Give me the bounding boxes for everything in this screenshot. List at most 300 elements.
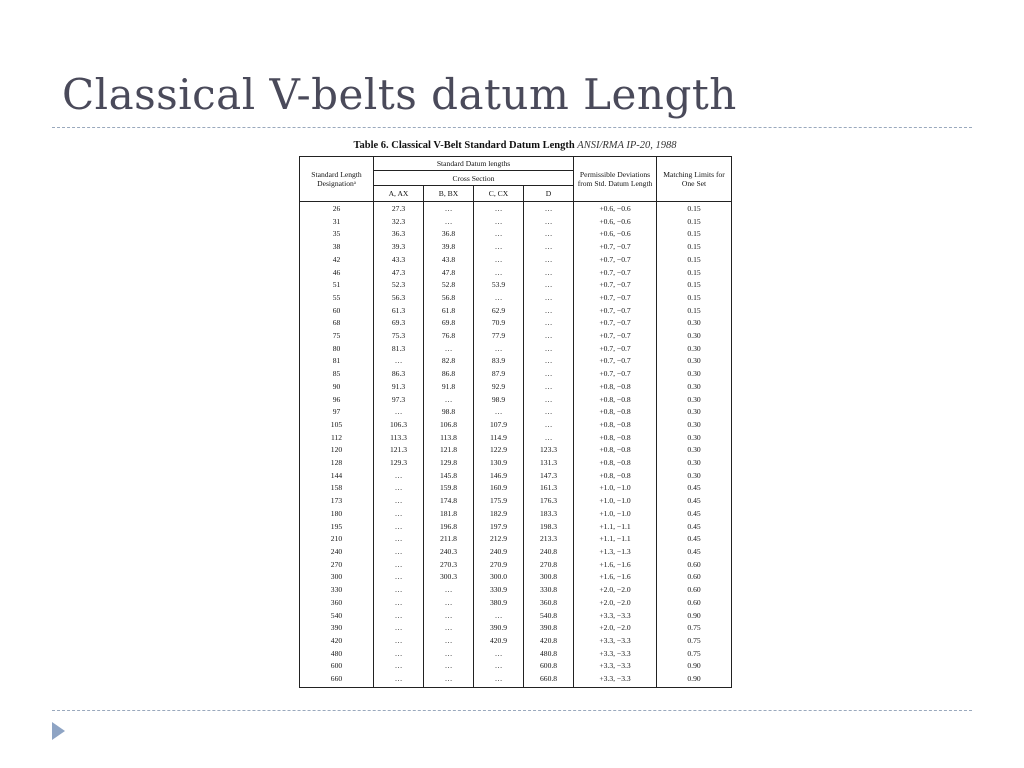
table-cell: 660.8: [524, 673, 574, 687]
table-cell: 47.8: [424, 267, 474, 280]
table-cell: 240: [300, 546, 374, 559]
table-cell: 330.8: [524, 584, 574, 597]
table-cell: 198.3: [524, 521, 574, 534]
title-divider: [52, 127, 972, 128]
table-cell: 196.8: [424, 521, 474, 534]
table-cell: …: [374, 495, 424, 508]
table-cell: +0.7, −0.7: [574, 279, 657, 292]
table-cell: 114.9: [474, 432, 524, 445]
table-cell: 106.3: [374, 419, 424, 432]
table-cell: 0.45: [657, 508, 732, 521]
table-cell: 158: [300, 482, 374, 495]
table-cell: …: [424, 597, 474, 610]
table-cell: 213.3: [524, 533, 574, 546]
table-cell: +3.3, −3.3: [574, 648, 657, 661]
table-cell: 91.8: [424, 381, 474, 394]
table-cell: 60: [300, 305, 374, 318]
table-cell: …: [374, 470, 424, 483]
table-cell: …: [474, 648, 524, 661]
table-cell: +1.0, −1.0: [574, 495, 657, 508]
table-row: [300, 571, 732, 584]
table-cell: +0.8, −0.8: [574, 381, 657, 394]
table-cell: 86.3: [374, 368, 424, 381]
table-cell: 160.9: [474, 482, 524, 495]
table-row: [300, 597, 732, 610]
table-cell: +0.8, −0.8: [574, 457, 657, 470]
table-cell: …: [524, 394, 574, 407]
table-cell: +3.3, −3.3: [574, 673, 657, 687]
table-row: [300, 343, 732, 356]
table-cell: 51: [300, 279, 374, 292]
table-cell: …: [374, 660, 424, 673]
table-cell: 97.3: [374, 394, 424, 407]
table-cell: 43.8: [424, 254, 474, 267]
table-cell: +0.6, −0.6: [574, 216, 657, 229]
datum-length-table: [299, 156, 732, 688]
table-cell: …: [374, 648, 424, 661]
header-section-d: D: [524, 186, 574, 202]
table-cell: +1.0, −1.0: [574, 482, 657, 495]
table-cell: +2.0, −2.0: [574, 622, 657, 635]
table-cell: 91.3: [374, 381, 424, 394]
table-cell: 0.30: [657, 330, 732, 343]
table-cell: …: [424, 648, 474, 661]
table-cell: …: [374, 508, 424, 521]
header-designation: Standard Length Designationᵃ: [300, 157, 374, 202]
table-cell: 123.3: [524, 444, 574, 457]
table-cell: 270: [300, 559, 374, 572]
table-cell: …: [474, 343, 524, 356]
table-cell: 81.3: [374, 343, 424, 356]
table-cell: …: [474, 202, 524, 216]
table-row: [300, 673, 732, 687]
table-cell: 212.9: [474, 533, 524, 546]
table-cell: …: [474, 216, 524, 229]
table-cell: 300.8: [524, 571, 574, 584]
table-cell: 176.3: [524, 495, 574, 508]
table-cell: 330.9: [474, 584, 524, 597]
table-cell: 120: [300, 444, 374, 457]
table-cell: 0.30: [657, 343, 732, 356]
table-cell: 42: [300, 254, 374, 267]
table-cell: …: [474, 228, 524, 241]
table-cell: +0.7, −0.7: [574, 343, 657, 356]
table-cell: …: [474, 241, 524, 254]
table-cell: …: [524, 343, 574, 356]
table-cell: …: [424, 202, 474, 216]
table-caption: [300, 140, 730, 151]
table-cell: 144: [300, 470, 374, 483]
table-cell: 113.8: [424, 432, 474, 445]
header-datum-lengths: Standard Datum lengths: [374, 157, 574, 171]
table-cell: 38: [300, 241, 374, 254]
table-cell: 0.30: [657, 432, 732, 445]
table-cell: 98.8: [424, 406, 474, 419]
table-row: [300, 660, 732, 673]
header-section-a: A, AX: [374, 186, 424, 202]
table-cell: 46: [300, 267, 374, 280]
table-cell: 195: [300, 521, 374, 534]
table-cell: +0.8, −0.8: [574, 432, 657, 445]
table-cell: 0.75: [657, 635, 732, 648]
table-cell: 183.3: [524, 508, 574, 521]
table-cell: 105: [300, 419, 374, 432]
table-cell: +0.7, −0.7: [574, 330, 657, 343]
table-cell: 0.60: [657, 584, 732, 597]
table-cell: …: [524, 381, 574, 394]
table-cell: 180: [300, 508, 374, 521]
table-row: [300, 317, 732, 330]
table-cell: 26: [300, 202, 374, 216]
table-row: [300, 533, 732, 546]
table-cell: +0.6, −0.6: [574, 202, 657, 216]
table-cell: 130.9: [474, 457, 524, 470]
table-cell: …: [374, 673, 424, 687]
table-cell: 92.9: [474, 381, 524, 394]
table-row: [300, 444, 732, 457]
table-cell: …: [524, 216, 574, 229]
table-cell: 0.45: [657, 482, 732, 495]
table-cell: 0.15: [657, 228, 732, 241]
table-cell: 106.8: [424, 419, 474, 432]
table-cell: 53.9: [474, 279, 524, 292]
table-cell: +3.3, −3.3: [574, 635, 657, 648]
table-cell: …: [374, 559, 424, 572]
table-cell: …: [474, 267, 524, 280]
table-cell: 81: [300, 355, 374, 368]
table-cell: 420.8: [524, 635, 574, 648]
table-cell: 0.30: [657, 406, 732, 419]
table-cell: 300.3: [424, 571, 474, 584]
table-row: [300, 521, 732, 534]
table-cell: 76.8: [424, 330, 474, 343]
table-cell: 0.15: [657, 254, 732, 267]
table-caption-title: Table 6. Classical V-Belt Standard Datum Length: [353, 140, 575, 151]
table-cell: …: [524, 254, 574, 267]
table-cell: 540.8: [524, 610, 574, 623]
table-row: [300, 216, 732, 229]
table-cell: 420.9: [474, 635, 524, 648]
table-cell: 0.60: [657, 559, 732, 572]
table-row: [300, 394, 732, 407]
table-cell: 62.9: [474, 305, 524, 318]
table-cell: 43.3: [374, 254, 424, 267]
table-cell: 600.8: [524, 660, 574, 673]
table-row: [300, 470, 732, 483]
table-cell: 390.8: [524, 622, 574, 635]
table-cell: …: [374, 622, 424, 635]
table-cell: 380.9: [474, 597, 524, 610]
table-cell: …: [524, 305, 574, 318]
header-deviations: Permissible Deviations from Std. Datum Length: [574, 157, 657, 202]
table-cell: 32.3: [374, 216, 424, 229]
table-cell: 270.3: [424, 559, 474, 572]
table-cell: 55: [300, 292, 374, 305]
table-cell: 82.8: [424, 355, 474, 368]
table-row: [300, 584, 732, 597]
table-cell: 0.15: [657, 202, 732, 216]
table-cell: 600: [300, 660, 374, 673]
table-cell: 77.9: [474, 330, 524, 343]
table-cell: 96: [300, 394, 374, 407]
table-row: [300, 508, 732, 521]
table-cell: +1.3, −1.3: [574, 546, 657, 559]
table-cell: 360.8: [524, 597, 574, 610]
table-cell: 39.8: [424, 241, 474, 254]
header-matching: Matching Limits for One Set: [657, 157, 732, 202]
table-cell: 0.90: [657, 673, 732, 687]
table-cell: 0.30: [657, 470, 732, 483]
table-row: [300, 355, 732, 368]
table-cell: +0.8, −0.8: [574, 470, 657, 483]
table-cell: 52.3: [374, 279, 424, 292]
table-cell: +0.7, −0.7: [574, 368, 657, 381]
table-row: [300, 305, 732, 318]
table-cell: …: [374, 406, 424, 419]
table-cell: 0.30: [657, 457, 732, 470]
header-cross-section: Cross Section: [374, 171, 574, 186]
table-cell: …: [524, 267, 574, 280]
table-row: [300, 546, 732, 559]
table-cell: 210: [300, 533, 374, 546]
footer-divider: [52, 710, 972, 711]
table-cell: 0.15: [657, 292, 732, 305]
table-cell: 660: [300, 673, 374, 687]
table-cell: 52.8: [424, 279, 474, 292]
table-cell: +0.7, −0.7: [574, 317, 657, 330]
table-cell: +2.0, −2.0: [574, 584, 657, 597]
header-section-c: C, CX: [474, 186, 524, 202]
table-cell: …: [524, 279, 574, 292]
table-cell: 0.15: [657, 267, 732, 280]
table-cell: 90: [300, 381, 374, 394]
table-row: [300, 254, 732, 267]
table-cell: …: [524, 432, 574, 445]
table-cell: 182.9: [474, 508, 524, 521]
table-cell: 0.45: [657, 521, 732, 534]
table-cell: 300: [300, 571, 374, 584]
table-cell: 31: [300, 216, 374, 229]
table-row: [300, 381, 732, 394]
table-cell: …: [524, 330, 574, 343]
table-cell: …: [424, 394, 474, 407]
table-cell: +0.8, −0.8: [574, 406, 657, 419]
table-row: [300, 267, 732, 280]
table-cell: 0.45: [657, 495, 732, 508]
slide-title: Classical V-belts datum Length: [62, 70, 737, 119]
table-cell: …: [474, 610, 524, 623]
table-cell: 98.9: [474, 394, 524, 407]
table-cell: 97: [300, 406, 374, 419]
table-cell: 181.8: [424, 508, 474, 521]
table-cell: 35: [300, 228, 374, 241]
table-cell: +1.1, −1.1: [574, 533, 657, 546]
table-cell: …: [474, 660, 524, 673]
table-cell: 0.60: [657, 571, 732, 584]
table-cell: …: [374, 610, 424, 623]
table-cell: 122.9: [474, 444, 524, 457]
table-cell: 480.8: [524, 648, 574, 661]
table-cell: …: [424, 610, 474, 623]
table-cell: 0.15: [657, 241, 732, 254]
table-cell: 0.15: [657, 216, 732, 229]
table-row: [300, 559, 732, 572]
table-row: [300, 202, 732, 216]
table-cell: 107.9: [474, 419, 524, 432]
table-cell: 173: [300, 495, 374, 508]
play-arrow-icon[interactable]: [52, 722, 65, 740]
table-cell: 174.8: [424, 495, 474, 508]
table-cell: 159.8: [424, 482, 474, 495]
table-cell: 87.9: [474, 368, 524, 381]
table-row: [300, 368, 732, 381]
table-cell: +2.0, −2.0: [574, 597, 657, 610]
table-cell: 175.9: [474, 495, 524, 508]
table-row: [300, 648, 732, 661]
table-cell: …: [424, 622, 474, 635]
table-cell: …: [374, 635, 424, 648]
table-cell: …: [524, 241, 574, 254]
table-cell: 112: [300, 432, 374, 445]
table-cell: 27.3: [374, 202, 424, 216]
table-row: [300, 228, 732, 241]
table-cell: …: [374, 482, 424, 495]
table-cell: +0.7, −0.7: [574, 292, 657, 305]
table-cell: …: [524, 292, 574, 305]
table-cell: 121.3: [374, 444, 424, 457]
table-cell: …: [374, 571, 424, 584]
table-cell: 146.9: [474, 470, 524, 483]
table-cell: +0.7, −0.7: [574, 267, 657, 280]
table-caption-source: ANSI/RMA IP-20, 1988: [577, 140, 677, 151]
table-cell: +0.8, −0.8: [574, 444, 657, 457]
table-cell: 360: [300, 597, 374, 610]
table-cell: …: [374, 521, 424, 534]
table-cell: 0.45: [657, 533, 732, 546]
table-cell: 0.60: [657, 597, 732, 610]
table-cell: +0.8, −0.8: [574, 419, 657, 432]
table-cell: …: [474, 292, 524, 305]
table-cell: 240.3: [424, 546, 474, 559]
table-cell: 0.45: [657, 546, 732, 559]
table-cell: …: [424, 216, 474, 229]
table-cell: …: [524, 317, 574, 330]
table-cell: …: [424, 584, 474, 597]
table-cell: 161.3: [524, 482, 574, 495]
table-cell: 270.9: [474, 559, 524, 572]
table-row: [300, 457, 732, 470]
table-cell: 0.30: [657, 317, 732, 330]
table-cell: +0.7, −0.7: [574, 305, 657, 318]
table-cell: 86.8: [424, 368, 474, 381]
table-cell: 240.8: [524, 546, 574, 559]
table-cell: 75.3: [374, 330, 424, 343]
table-cell: +3.3, −3.3: [574, 610, 657, 623]
table-cell: +0.7, −0.7: [574, 254, 657, 267]
table-cell: 121.8: [424, 444, 474, 457]
table-cell: 0.90: [657, 610, 732, 623]
table-cell: 56.3: [374, 292, 424, 305]
table-cell: 129.3: [374, 457, 424, 470]
table-cell: 197.9: [474, 521, 524, 534]
table-row: [300, 622, 732, 635]
table-cell: 68: [300, 317, 374, 330]
table-cell: 480: [300, 648, 374, 661]
table-cell: 70.9: [474, 317, 524, 330]
table-cell: …: [474, 406, 524, 419]
table-cell: 0.30: [657, 444, 732, 457]
table-cell: 145.8: [424, 470, 474, 483]
table-cell: +0.8, −0.8: [574, 394, 657, 407]
table-cell: 61.8: [424, 305, 474, 318]
table-cell: …: [424, 660, 474, 673]
table-cell: 39.3: [374, 241, 424, 254]
table-cell: …: [524, 355, 574, 368]
table-cell: 128: [300, 457, 374, 470]
table-cell: 131.3: [524, 457, 574, 470]
table-cell: +1.6, −1.6: [574, 571, 657, 584]
table-cell: 147.3: [524, 470, 574, 483]
table-cell: 36.3: [374, 228, 424, 241]
table-cell: 85: [300, 368, 374, 381]
table-cell: +3.3, −3.3: [574, 660, 657, 673]
table-row: [300, 482, 732, 495]
table-cell: …: [374, 584, 424, 597]
table-cell: +0.7, −0.7: [574, 241, 657, 254]
table-cell: +1.0, −1.0: [574, 508, 657, 521]
table-cell: 0.30: [657, 419, 732, 432]
table-cell: 0.30: [657, 381, 732, 394]
table-cell: 80: [300, 343, 374, 356]
table-cell: 0.30: [657, 368, 732, 381]
table-cell: 56.8: [424, 292, 474, 305]
table-cell: 129.8: [424, 457, 474, 470]
table-cell: …: [524, 419, 574, 432]
table-cell: …: [524, 202, 574, 216]
table-row: [300, 495, 732, 508]
table-cell: 61.3: [374, 305, 424, 318]
table-cell: …: [524, 406, 574, 419]
table-cell: +0.6, −0.6: [574, 228, 657, 241]
table-cell: …: [424, 673, 474, 687]
table-cell: 83.9: [474, 355, 524, 368]
table-row: [300, 610, 732, 623]
table-row: [300, 406, 732, 419]
table-cell: 36.8: [424, 228, 474, 241]
table-cell: 0.30: [657, 355, 732, 368]
table-cell: 0.75: [657, 622, 732, 635]
table-cell: +0.7, −0.7: [574, 355, 657, 368]
table-cell: 0.30: [657, 394, 732, 407]
table-cell: 390: [300, 622, 374, 635]
table-cell: 240.9: [474, 546, 524, 559]
table-cell: 69.3: [374, 317, 424, 330]
table-cell: 300.0: [474, 571, 524, 584]
table-cell: 270.8: [524, 559, 574, 572]
table-cell: …: [374, 597, 424, 610]
table-row: [300, 432, 732, 445]
table-cell: …: [524, 368, 574, 381]
table-cell: …: [424, 343, 474, 356]
table-cell: 0.90: [657, 660, 732, 673]
table-row: [300, 279, 732, 292]
table-cell: 330: [300, 584, 374, 597]
table-cell: 420: [300, 635, 374, 648]
table-row: [300, 635, 732, 648]
table-cell: 69.8: [424, 317, 474, 330]
table-cell: 540: [300, 610, 374, 623]
table-cell: +1.6, −1.6: [574, 559, 657, 572]
